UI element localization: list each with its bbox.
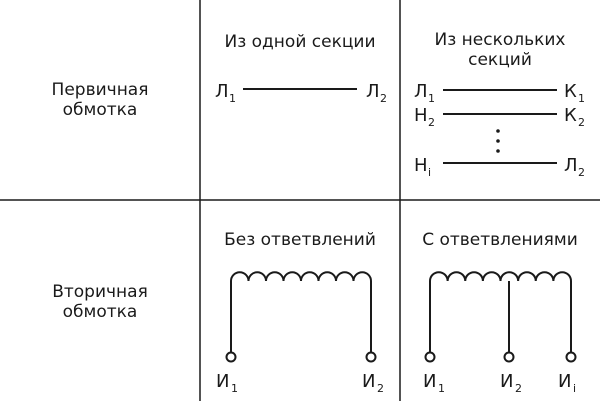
multi-rowi-left-sub: i [428,166,432,179]
multi-row2-right-letter: К [564,105,577,126]
terminal-circle [426,353,435,362]
winding-no-taps [227,272,376,361]
no-taps-t2-sub: 2 [377,382,384,395]
secondary-label-line1: Вторичная [52,282,148,302]
taps-t1-letter: И [423,371,437,392]
multi-rowi-right-sub: 2 [578,166,585,179]
single-end-letter: Л [366,81,380,102]
single-end-sub: 2 [380,92,387,105]
coil-no-taps [231,272,371,352]
terminal-circle [367,353,376,362]
no-taps-header: Без ответвлений [224,230,376,250]
primary-winding-label [0,80,200,120]
multi-row1-left-sub: 1 [428,92,435,105]
terminal-circle [505,353,514,362]
taps-ti-sub: i [573,382,577,395]
primary-label-line2: обмотка [62,100,138,120]
taps-t2-letter: И [500,371,514,392]
multi-rowi-right-letter: Л [564,155,578,176]
taps-t2-sub: 2 [515,382,522,395]
single-section-header: Из одной секции [224,32,376,52]
with-taps-header: С ответвлениями [422,230,578,250]
multi-row1-right-letter: К [564,81,577,102]
multi-row2-left-letter: Н [414,105,428,126]
secondary-winding-label [0,282,200,322]
taps-t1-sub: 1 [438,382,445,395]
no-taps-t1-letter: И [216,371,230,392]
multi-header-line1: Из нескольких [434,30,566,50]
multi-row1-right-sub: 1 [578,92,585,105]
taps-ti-letter: И [558,371,572,392]
terminal-circle [567,353,576,362]
secondary-label-line2: обмотка [62,302,138,322]
ellipsis-dot [496,129,500,133]
terminal-circle [227,353,236,362]
single-start-letter: Л [215,81,229,102]
multi-row2-left-sub: 2 [428,116,435,129]
single-start-sub: 1 [229,92,236,105]
winding-with-taps [426,272,576,361]
ellipsis-dot [496,139,500,143]
multi-section-header [400,30,600,70]
multi-rowi-left-letter: Н [414,155,428,176]
primary-label-line1: Первичная [51,80,149,100]
coil-with-taps [430,272,571,352]
multi-header-line2: секций [468,50,532,70]
ellipsis-dot [496,149,500,153]
no-taps-t2-letter: И [362,371,376,392]
multi-row1-left-letter: Л [414,81,428,102]
multi-row2-right-sub: 2 [578,116,585,129]
no-taps-t1-sub: 1 [231,382,238,395]
